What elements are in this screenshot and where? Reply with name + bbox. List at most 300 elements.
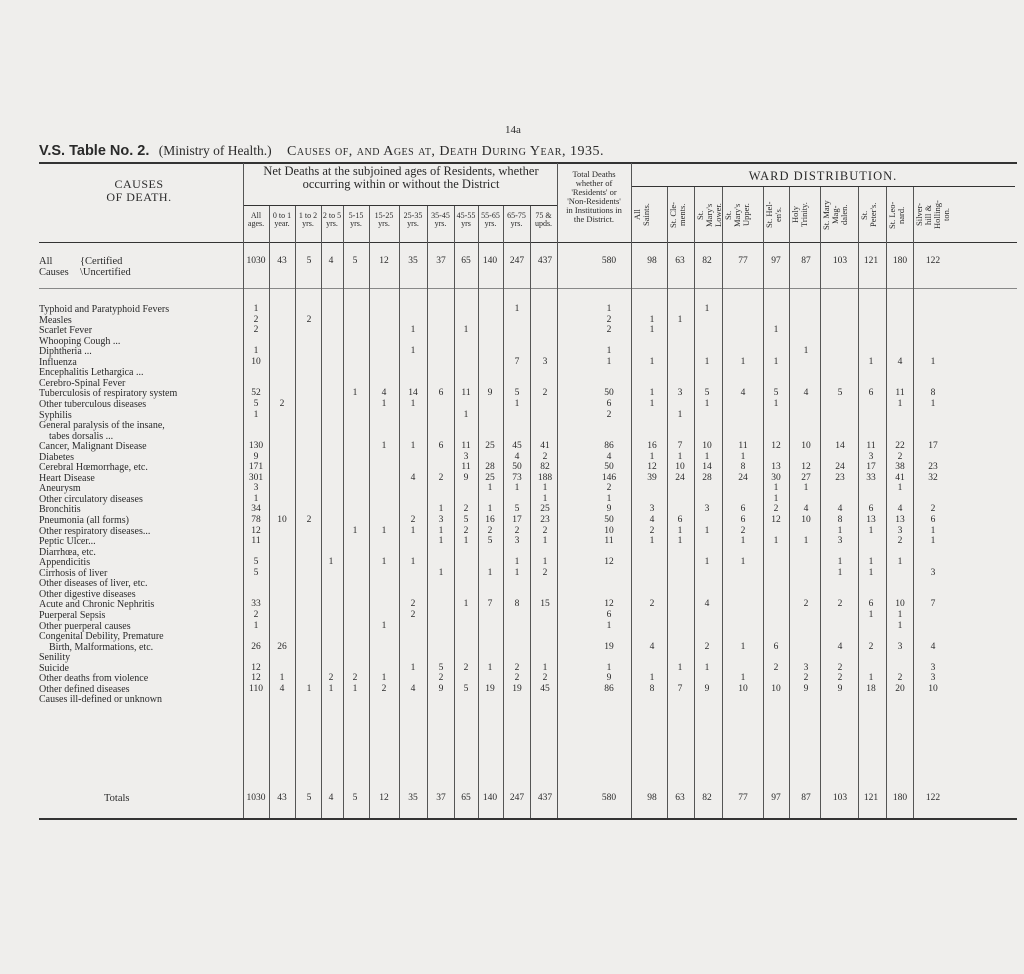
age-column-header: 1 to 2 yrs. — [298, 211, 318, 229]
table-cell: 1 — [704, 525, 710, 536]
table-cell: 1 — [542, 483, 548, 494]
column-rule — [667, 187, 668, 818]
table-cell: 1 — [279, 673, 285, 684]
table-cell: 11 — [461, 388, 471, 399]
table-cell: 4 — [837, 641, 843, 652]
summary-certified-value: 43 — [277, 256, 287, 266]
table-cell: 1 — [930, 525, 936, 536]
table-cell: 1 — [352, 388, 358, 399]
table-cell: 2 — [279, 398, 285, 409]
summary-certified-value: 97 — [771, 256, 781, 266]
table-cell: 28 — [485, 462, 495, 473]
totals-value: 103 — [832, 793, 848, 803]
table-cell: 16 — [485, 515, 495, 525]
summary-certified-label: {Certified — [80, 256, 123, 267]
age-column-header: 55-65 yrs. — [481, 211, 500, 229]
table-cell: 4 — [740, 388, 746, 399]
table-cell: 1 — [837, 525, 843, 536]
total-deaths-header: Total Deaths whether of 'Residents' or 'Non-Residents' in Institutions in the District. — [566, 169, 622, 224]
table-cell: 1 — [897, 557, 903, 568]
table-cell: 45 — [540, 683, 550, 694]
column-rule — [858, 187, 859, 818]
table-cell: 6 — [606, 398, 612, 409]
table-cell: 1 — [410, 346, 416, 357]
table-cell: 1 — [253, 620, 259, 631]
table-cell: 50 — [604, 462, 614, 473]
table-cell: 1 — [868, 673, 874, 684]
table-cell: 4 — [410, 683, 416, 694]
table-cell: 6 — [773, 641, 779, 652]
table-cell: 6 — [740, 504, 746, 515]
table-cell: 6 — [868, 504, 874, 515]
summary-certified-value: 35 — [408, 256, 418, 266]
table-cell: 2 — [542, 525, 548, 536]
summary-certified-value: 580 — [601, 256, 617, 266]
table-cell: 5 — [837, 388, 843, 399]
table-number: V.S. Table No. 2. — [39, 143, 150, 159]
table-cell: 2 — [930, 504, 936, 515]
table-cell: 3 — [930, 567, 936, 578]
table-cell: 2 — [438, 673, 444, 684]
table-cell: 45 — [512, 441, 522, 452]
table-cell: 6 — [438, 441, 444, 452]
net-deaths-header: Net Deaths at the subjoined ages of Residents, whether occurring within or without the District — [263, 164, 539, 192]
table-cell: 1 — [868, 525, 874, 536]
table-cell: 1 — [606, 304, 612, 314]
table-cell: 3 — [253, 483, 259, 494]
table-cell: 2 — [514, 662, 520, 673]
table-cell: 1 — [677, 409, 683, 420]
table-cell: 2 — [606, 483, 612, 494]
table-cell: 6 — [438, 388, 444, 399]
column-rule — [694, 187, 695, 818]
cause-label: Measles — [39, 314, 72, 326]
table-cell: 50 — [604, 515, 614, 525]
table-cell: 10 — [604, 525, 614, 536]
table-cell: 1 — [487, 483, 493, 494]
table-cell: 25 — [540, 504, 550, 515]
age-column-header: 2 to 5 yrs. — [322, 211, 342, 229]
totals-value: 247 — [509, 793, 525, 803]
table-cell: 2 — [773, 662, 779, 673]
cause-label: Peptic Ulcer... — [39, 536, 96, 548]
table-cell: 4 — [704, 599, 710, 610]
cause-label: Diabetes — [39, 451, 74, 463]
table-cell: 1 — [253, 409, 259, 420]
summary-certified-value: 5 — [306, 256, 312, 266]
table-cell: 7 — [487, 599, 493, 610]
totals-value: 180 — [892, 793, 908, 803]
totals-value: 5 — [306, 793, 312, 803]
table-cell: 2 — [606, 409, 612, 420]
ward-distribution-header: WARD DISTRIBUTION. — [748, 169, 898, 183]
cause-label: Bronchitis — [39, 504, 81, 516]
cause-label: Syphilis — [39, 409, 72, 421]
totals-value: 87 — [801, 793, 811, 803]
table-cell: 1 — [542, 662, 548, 673]
table-cell: 6 — [740, 515, 746, 525]
table-cell: 1 — [773, 325, 779, 336]
table-cell: 13 — [866, 515, 876, 525]
table-cell: 2 — [438, 472, 444, 483]
table-cell: 1 — [606, 493, 612, 504]
table-cell: 14 — [408, 388, 418, 399]
table-cell: 1 — [704, 398, 710, 409]
table-cell: 1 — [740, 536, 746, 547]
table-cell: 12 — [771, 441, 781, 452]
column-rule — [343, 206, 344, 818]
cause-label: Congenital Debility, Premature Birth, Malformations, etc. — [39, 631, 164, 654]
table-cell: 26 — [277, 641, 287, 652]
table-cell: 5 — [463, 515, 469, 525]
table-cell: 6 — [930, 515, 936, 525]
age-column-header: 15-25 yrs. — [374, 211, 394, 229]
table-cell: 1 — [438, 567, 444, 578]
cause-label: Puerperal Sepsis — [39, 609, 106, 621]
table-cell: 1 — [328, 557, 334, 568]
table-cell: 1 — [837, 557, 843, 568]
causes-header: CAUSES OF DEATH. — [106, 177, 172, 204]
table-cell: 2 — [837, 662, 843, 673]
table-cell: 1 — [868, 356, 874, 367]
cause-label: General paralysis of the insane, tabes dorsalis ... — [39, 420, 165, 443]
totals-value: 98 — [647, 793, 657, 803]
cause-label: Heart Disease — [39, 472, 95, 484]
table-cell: 1 — [649, 451, 655, 462]
table-cell: 1 — [897, 609, 903, 620]
table-cell: 86 — [604, 441, 614, 452]
cause-label: Pneumonia (all forms) — [39, 515, 129, 526]
table-cell: 1 — [253, 304, 259, 314]
table-cell: 1 — [704, 451, 710, 462]
rule-header-bottom — [39, 242, 1017, 243]
table-cell: 1 — [773, 536, 779, 547]
table-cell: 41 — [540, 441, 550, 452]
cause-label: Other defined diseases — [39, 683, 130, 695]
table-cell: 2 — [463, 525, 469, 536]
table-cell: 12 — [251, 673, 261, 684]
table-cell: 5 — [253, 398, 259, 409]
table-cell: 1 — [410, 557, 416, 568]
table-cell: 4 — [649, 515, 655, 525]
table-cell: 1 — [306, 683, 312, 694]
table-cell: 2 — [803, 599, 809, 610]
table-cell: 2 — [542, 451, 548, 462]
table-cell: 2 — [410, 609, 416, 620]
table-cell: 11 — [866, 441, 876, 452]
table-cell: 1 — [542, 557, 548, 568]
table-cell: 11 — [738, 441, 748, 452]
table-cell: 41 — [895, 472, 905, 483]
age-column-header: 45-55 yrs — [456, 211, 476, 229]
table-cell: 6 — [868, 599, 874, 610]
table-cell: 1 — [328, 683, 334, 694]
table-cell: 2 — [410, 515, 416, 525]
totals-value: 140 — [482, 793, 498, 803]
table-cell: 1 — [606, 356, 612, 367]
table-cell: 2 — [897, 451, 903, 462]
age-column-header: 5-15 yrs. — [348, 211, 364, 229]
table-cell: 1 — [868, 557, 874, 568]
table-cell: 8 — [649, 683, 655, 694]
table-cell: 1 — [897, 398, 903, 409]
summary-certified-value: 12 — [379, 256, 389, 266]
rule-bottom — [39, 818, 1017, 820]
table-cell: 2 — [704, 641, 710, 652]
table-cell: 11 — [251, 536, 261, 547]
column-rule — [820, 187, 821, 818]
table-cell: 6 — [868, 388, 874, 399]
table-cell: 78 — [251, 515, 261, 525]
cause-label: Influenza — [39, 356, 77, 368]
table-cell: 8 — [514, 599, 520, 610]
page-number: 14a — [505, 124, 521, 136]
table-cell: 9 — [463, 472, 469, 483]
totals-value: 97 — [771, 793, 781, 803]
table-cell: 2 — [542, 388, 548, 399]
summary-label: All Causes — [39, 256, 69, 278]
table-cell: 11 — [461, 441, 471, 452]
column-rule — [886, 187, 887, 818]
table-cell: 1 — [381, 673, 387, 684]
table-cell: 24 — [835, 462, 845, 473]
table-cell: 1 — [803, 346, 809, 357]
table-cell: 17 — [512, 515, 522, 525]
table-cell: 1 — [381, 398, 387, 409]
table-cell: 301 — [248, 472, 264, 483]
table-cell: 52 — [251, 388, 261, 399]
table-cell: 1 — [514, 567, 520, 578]
table-cell: 2 — [328, 673, 334, 684]
table-cell: 2 — [897, 536, 903, 547]
table-cell: 1 — [463, 325, 469, 336]
table-cell: 50 — [512, 462, 522, 473]
table-cell: 2 — [649, 525, 655, 536]
table-cell: 188 — [537, 472, 553, 483]
table-cell: 4 — [803, 504, 809, 515]
table-cell: 39 — [647, 472, 657, 483]
rule-summary-bottom — [39, 288, 1017, 289]
table-cell: 33 — [251, 599, 261, 610]
table-cell: 18 — [866, 683, 876, 694]
table-cell: 17 — [866, 462, 876, 473]
table-cell: 1 — [487, 504, 493, 515]
table-cell: 26 — [251, 641, 261, 652]
table-cell: 9 — [487, 388, 493, 399]
summary-certified-value: 437 — [537, 256, 553, 266]
table-cell: 3 — [542, 356, 548, 367]
table-cell: 34 — [251, 504, 261, 515]
table-cell: 5 — [438, 662, 444, 673]
summary-certified-value: 180 — [892, 256, 908, 266]
table-cell: 9 — [837, 683, 843, 694]
table-cell: 19 — [604, 641, 614, 652]
table-cell: 1 — [410, 325, 416, 336]
table-cell: 2 — [487, 525, 493, 536]
cause-label: Suicide — [39, 662, 69, 674]
table-cell: 1 — [649, 314, 655, 325]
totals-value: 4 — [328, 793, 334, 803]
table-cell: 1 — [514, 398, 520, 409]
table-cell: 5 — [514, 388, 520, 399]
table-cell: 8 — [837, 515, 843, 525]
table-cell: 10 — [771, 683, 781, 694]
column-rule — [631, 163, 632, 818]
table-cell: 1 — [649, 398, 655, 409]
table-cell: 30 — [771, 472, 781, 483]
cause-label: Diphtheria ... — [39, 346, 92, 358]
totals-value: 63 — [675, 793, 685, 803]
cause-label: Cerebro-Spinal Fever — [39, 377, 126, 389]
table-cell: 1 — [514, 304, 520, 314]
cause-label: Appendicitis — [39, 557, 91, 569]
summary-certified-value: 103 — [832, 256, 848, 266]
table-cell: 7 — [930, 599, 936, 610]
table-cell: 3 — [930, 673, 936, 684]
table-cell: 11 — [895, 388, 905, 399]
table-cell: 10 — [801, 441, 811, 452]
table-cell: 4 — [279, 683, 285, 694]
table-cell: 5 — [463, 683, 469, 694]
table-cell: 7 — [514, 356, 520, 367]
table-cell: 1 — [704, 557, 710, 568]
table-cell: 2 — [381, 683, 387, 694]
table-cell: 3 — [897, 641, 903, 652]
table-cell: 1 — [381, 441, 387, 452]
table-cell: 3 — [463, 451, 469, 462]
table-cell: 2 — [463, 504, 469, 515]
table-cell: 1 — [897, 483, 903, 494]
totals-value: 12 — [379, 793, 389, 803]
cause-label: Tuberculosis of respiratory system — [39, 388, 178, 400]
column-rule — [295, 206, 296, 818]
table-cell: 1 — [740, 557, 746, 568]
table-cell: 10 — [801, 515, 811, 525]
table-cell: 13 — [895, 515, 905, 525]
table-cell: 4 — [803, 388, 809, 399]
totals-value: 122 — [925, 793, 941, 803]
table-cell: 1 — [773, 398, 779, 409]
table-cell: 130 — [248, 441, 264, 452]
table-cell: 14 — [702, 462, 712, 473]
table-cell: 5 — [253, 557, 259, 568]
table-cell: 1 — [677, 314, 683, 325]
table-cell: 23 — [540, 515, 550, 525]
table-cell: 1 — [410, 398, 416, 409]
summary-certified-value: 87 — [801, 256, 811, 266]
table-heading: Causes of, and Ages at, Death During Year, 1935. — [287, 144, 604, 159]
table-cell: 1 — [410, 441, 416, 452]
table-cell: 2 — [542, 673, 548, 684]
table-cell: 2 — [897, 673, 903, 684]
table-cell: 12 — [801, 462, 811, 473]
table-cell: 1 — [253, 493, 259, 504]
table-cell: 1 — [542, 493, 548, 504]
table-cell: 82 — [540, 462, 550, 473]
totals-value: 77 — [738, 793, 748, 803]
totals-value: 1030 — [246, 793, 266, 803]
summary-certified-value: 5 — [352, 256, 358, 266]
table-cell: 1 — [514, 483, 520, 494]
cause-label: Acute and Chronic Nephritis — [39, 599, 155, 611]
table-cell: 4 — [381, 388, 387, 399]
summary-certified-value: 98 — [647, 256, 657, 266]
age-column-header: 35-45 yrs. — [431, 211, 450, 229]
ward-column-header: Holy Trinity. — [790, 202, 809, 228]
table-cell: 3 — [704, 504, 710, 515]
ward-column-header: All Saints. — [632, 203, 651, 227]
table-cell: 5 — [253, 567, 259, 578]
cause-label: Typhoid and Paratyphoid Fevers — [39, 304, 170, 315]
ward-column-header: St. Mary's Lower. — [695, 203, 723, 227]
table-cell: 1 — [381, 620, 387, 631]
table-cell: 10 — [675, 462, 685, 473]
table-cell: 1 — [606, 346, 612, 357]
summary-certified-value: 1030 — [246, 256, 266, 266]
table-cell: 50 — [604, 388, 614, 399]
summary-certified-value: 77 — [738, 256, 748, 266]
table-cell: 1 — [410, 525, 416, 536]
table-cell: 5 — [773, 388, 779, 399]
summary-certified-value: 247 — [509, 256, 525, 266]
totals-value: 5 — [352, 793, 358, 803]
table-cell: 7 — [677, 441, 683, 452]
table-cell: 12 — [251, 525, 261, 536]
table-cell: 1 — [704, 304, 710, 314]
table-cell: 10 — [277, 515, 287, 525]
table-cell: 1 — [649, 356, 655, 367]
table-cell: 4 — [930, 641, 936, 652]
table-cell: 2 — [514, 673, 520, 684]
table-cell: 2 — [306, 314, 312, 325]
table-cell: 3 — [438, 515, 444, 525]
summary-uncertified-label: \Uncertified — [80, 267, 131, 278]
table-cell: 4 — [606, 451, 612, 462]
table-cell: 3 — [803, 662, 809, 673]
column-rule — [321, 206, 322, 818]
table-cell: 11 — [461, 462, 471, 473]
rule-ward-sub — [631, 186, 1015, 187]
summary-certified-value: 122 — [925, 256, 941, 266]
table-cell: 1 — [649, 388, 655, 399]
table-cell: 9 — [803, 683, 809, 694]
cause-label: Senility — [39, 652, 71, 664]
table-cell: 25 — [485, 441, 495, 452]
table-cell: 5 — [514, 504, 520, 515]
cause-label: Aneurysm — [39, 483, 81, 495]
table-cell: 1 — [677, 662, 683, 673]
table-cell: 4 — [410, 472, 416, 483]
totals-value: 43 — [277, 793, 287, 803]
summary-certified-value: 4 — [328, 256, 334, 266]
age-column-header: 65-75 yrs. — [507, 211, 526, 229]
table-cell: 2 — [542, 567, 548, 578]
cause-label: Other diseases of liver, etc. — [39, 578, 148, 590]
ward-column-header: St. Mary's Upper. — [723, 203, 751, 227]
table-cell: 2 — [837, 673, 843, 684]
cause-label: Other puerperal causes — [39, 620, 131, 632]
table-cell: 3 — [868, 451, 874, 462]
totals-value: 121 — [863, 793, 879, 803]
table-cell: 3 — [514, 536, 520, 547]
table-cell: 3 — [649, 504, 655, 515]
table-cell: 1 — [773, 356, 779, 367]
table-cell: 23 — [835, 472, 845, 483]
table-cell: 1 — [704, 662, 710, 673]
table-cell: 1 — [837, 567, 843, 578]
summary-certified-value: 140 — [482, 256, 498, 266]
table-cell: 2 — [306, 515, 312, 525]
